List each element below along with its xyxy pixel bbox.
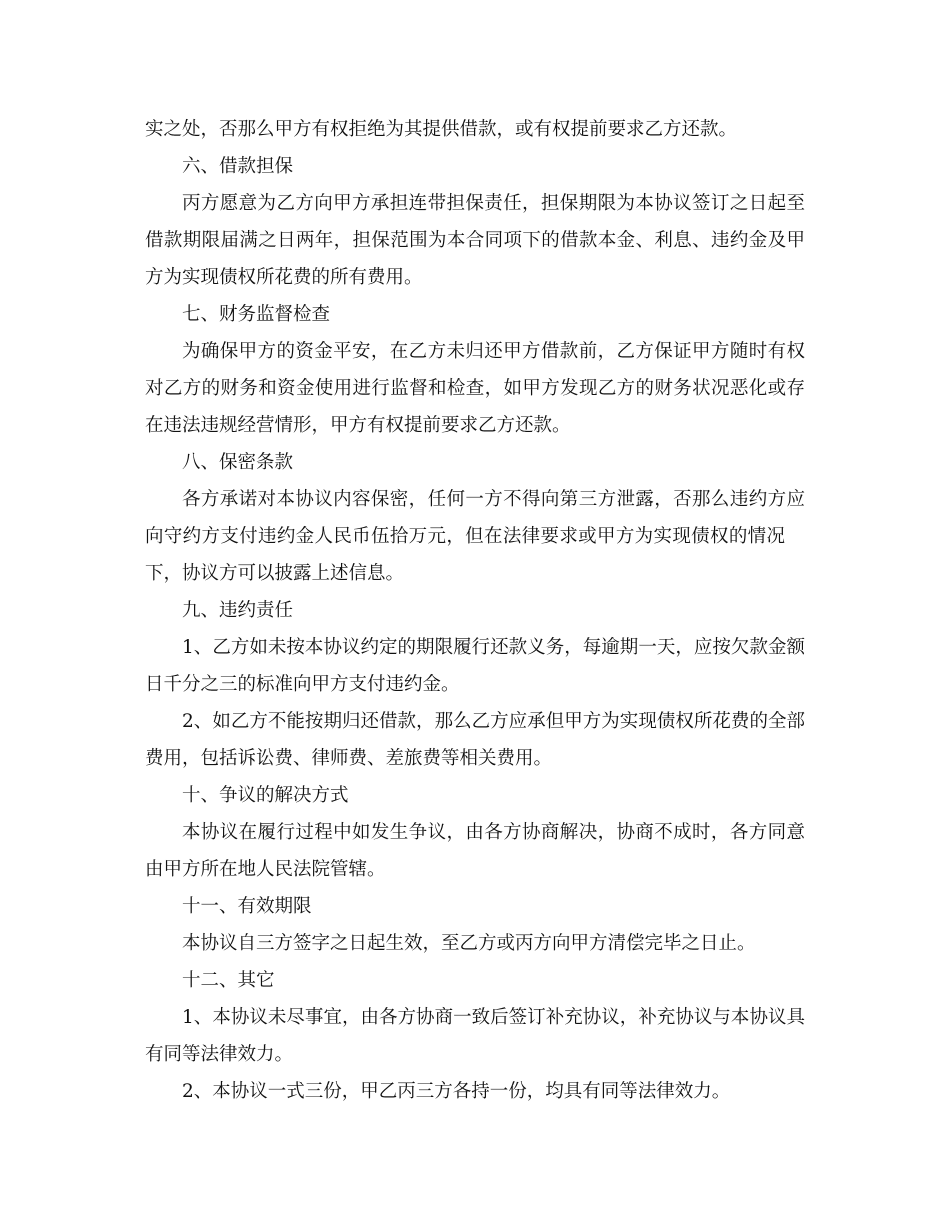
text-line: 下，协议方可以披露上述信息。 (145, 563, 405, 584)
text-line: 1、本协议未尽事宜，由各方协商一致后签订补充协议，补充协议与本协议具 (182, 1007, 805, 1028)
text-line: 2、如乙方不能按期归还借款，那么乙方应承但甲方为实现债权所花费的全部 (182, 711, 805, 732)
text-line: 在违法违规经营情形，甲方有权提前要求乙方还款。 (145, 415, 571, 436)
text-line: 有同等法律效力。 (145, 1044, 294, 1065)
text-line: 2、本协议一式三份，甲乙丙三方各持一份，均具有同等法律效力。 (182, 1081, 731, 1102)
text-line: 为确保甲方的资金平安，在乙方未归还甲方借款前，乙方保证甲方随时有权 (182, 341, 805, 362)
section-heading: 七、财务监督检查 (182, 304, 331, 325)
text-line: 借款期限届满之日两年，担保范围为本合同项下的借款本金、利息、违约金及甲 (145, 230, 805, 251)
text-line: 费用，包括诉讼费、律师费、差旅费等相关费用。 (145, 748, 553, 769)
text-line: 实之处，否那么甲方有权拒绝为其提供借款，或有权提前要求乙方还款。 (145, 119, 738, 140)
text-line: 丙方愿意为乙方向甲方承担连带担保责任，担保期限为本协议签订之日起至 (182, 193, 805, 214)
section-heading: 十二、其它 (182, 970, 275, 991)
section-heading: 十、争议的解决方式 (182, 785, 349, 806)
text-line: 方为实现债权所花费的所有费用。 (145, 267, 423, 288)
text-line: 向守约方支付违约金人民币伍拾万元，但在法律要求或甲方为实现债权的情况 (145, 526, 785, 547)
text-line: 本协议在履行过程中如发生争议，由各方协商解决，协商不成时，各方同意 (182, 822, 805, 843)
text-line: 日千分之三的标准向甲方支付违约金。 (145, 674, 460, 695)
section-heading: 十一、有效期限 (182, 896, 312, 917)
section-heading: 八、保密条款 (182, 452, 294, 473)
text-line: 1、乙方如未按本协议约定的期限履行还款义务，每逾期一天，应按欠款金额 (182, 637, 805, 658)
section-heading: 六、借款担保 (182, 156, 294, 177)
text-line: 各方承诺对本协议内容保密，任何一方不得向第三方泄露，否那么违约方应 (182, 489, 805, 510)
text-line: 对乙方的财务和资金使用进行监督和检查，如甲方发现乙方的财务状况恶化或存 (145, 378, 805, 399)
text-line: 本协议自三方签字之日起生效，至乙方或丙方向甲方清偿完毕之日止。 (182, 933, 756, 954)
text-line: 由甲方所在地人民法院管辖。 (145, 859, 386, 880)
section-heading: 九、违约责任 (182, 600, 294, 621)
